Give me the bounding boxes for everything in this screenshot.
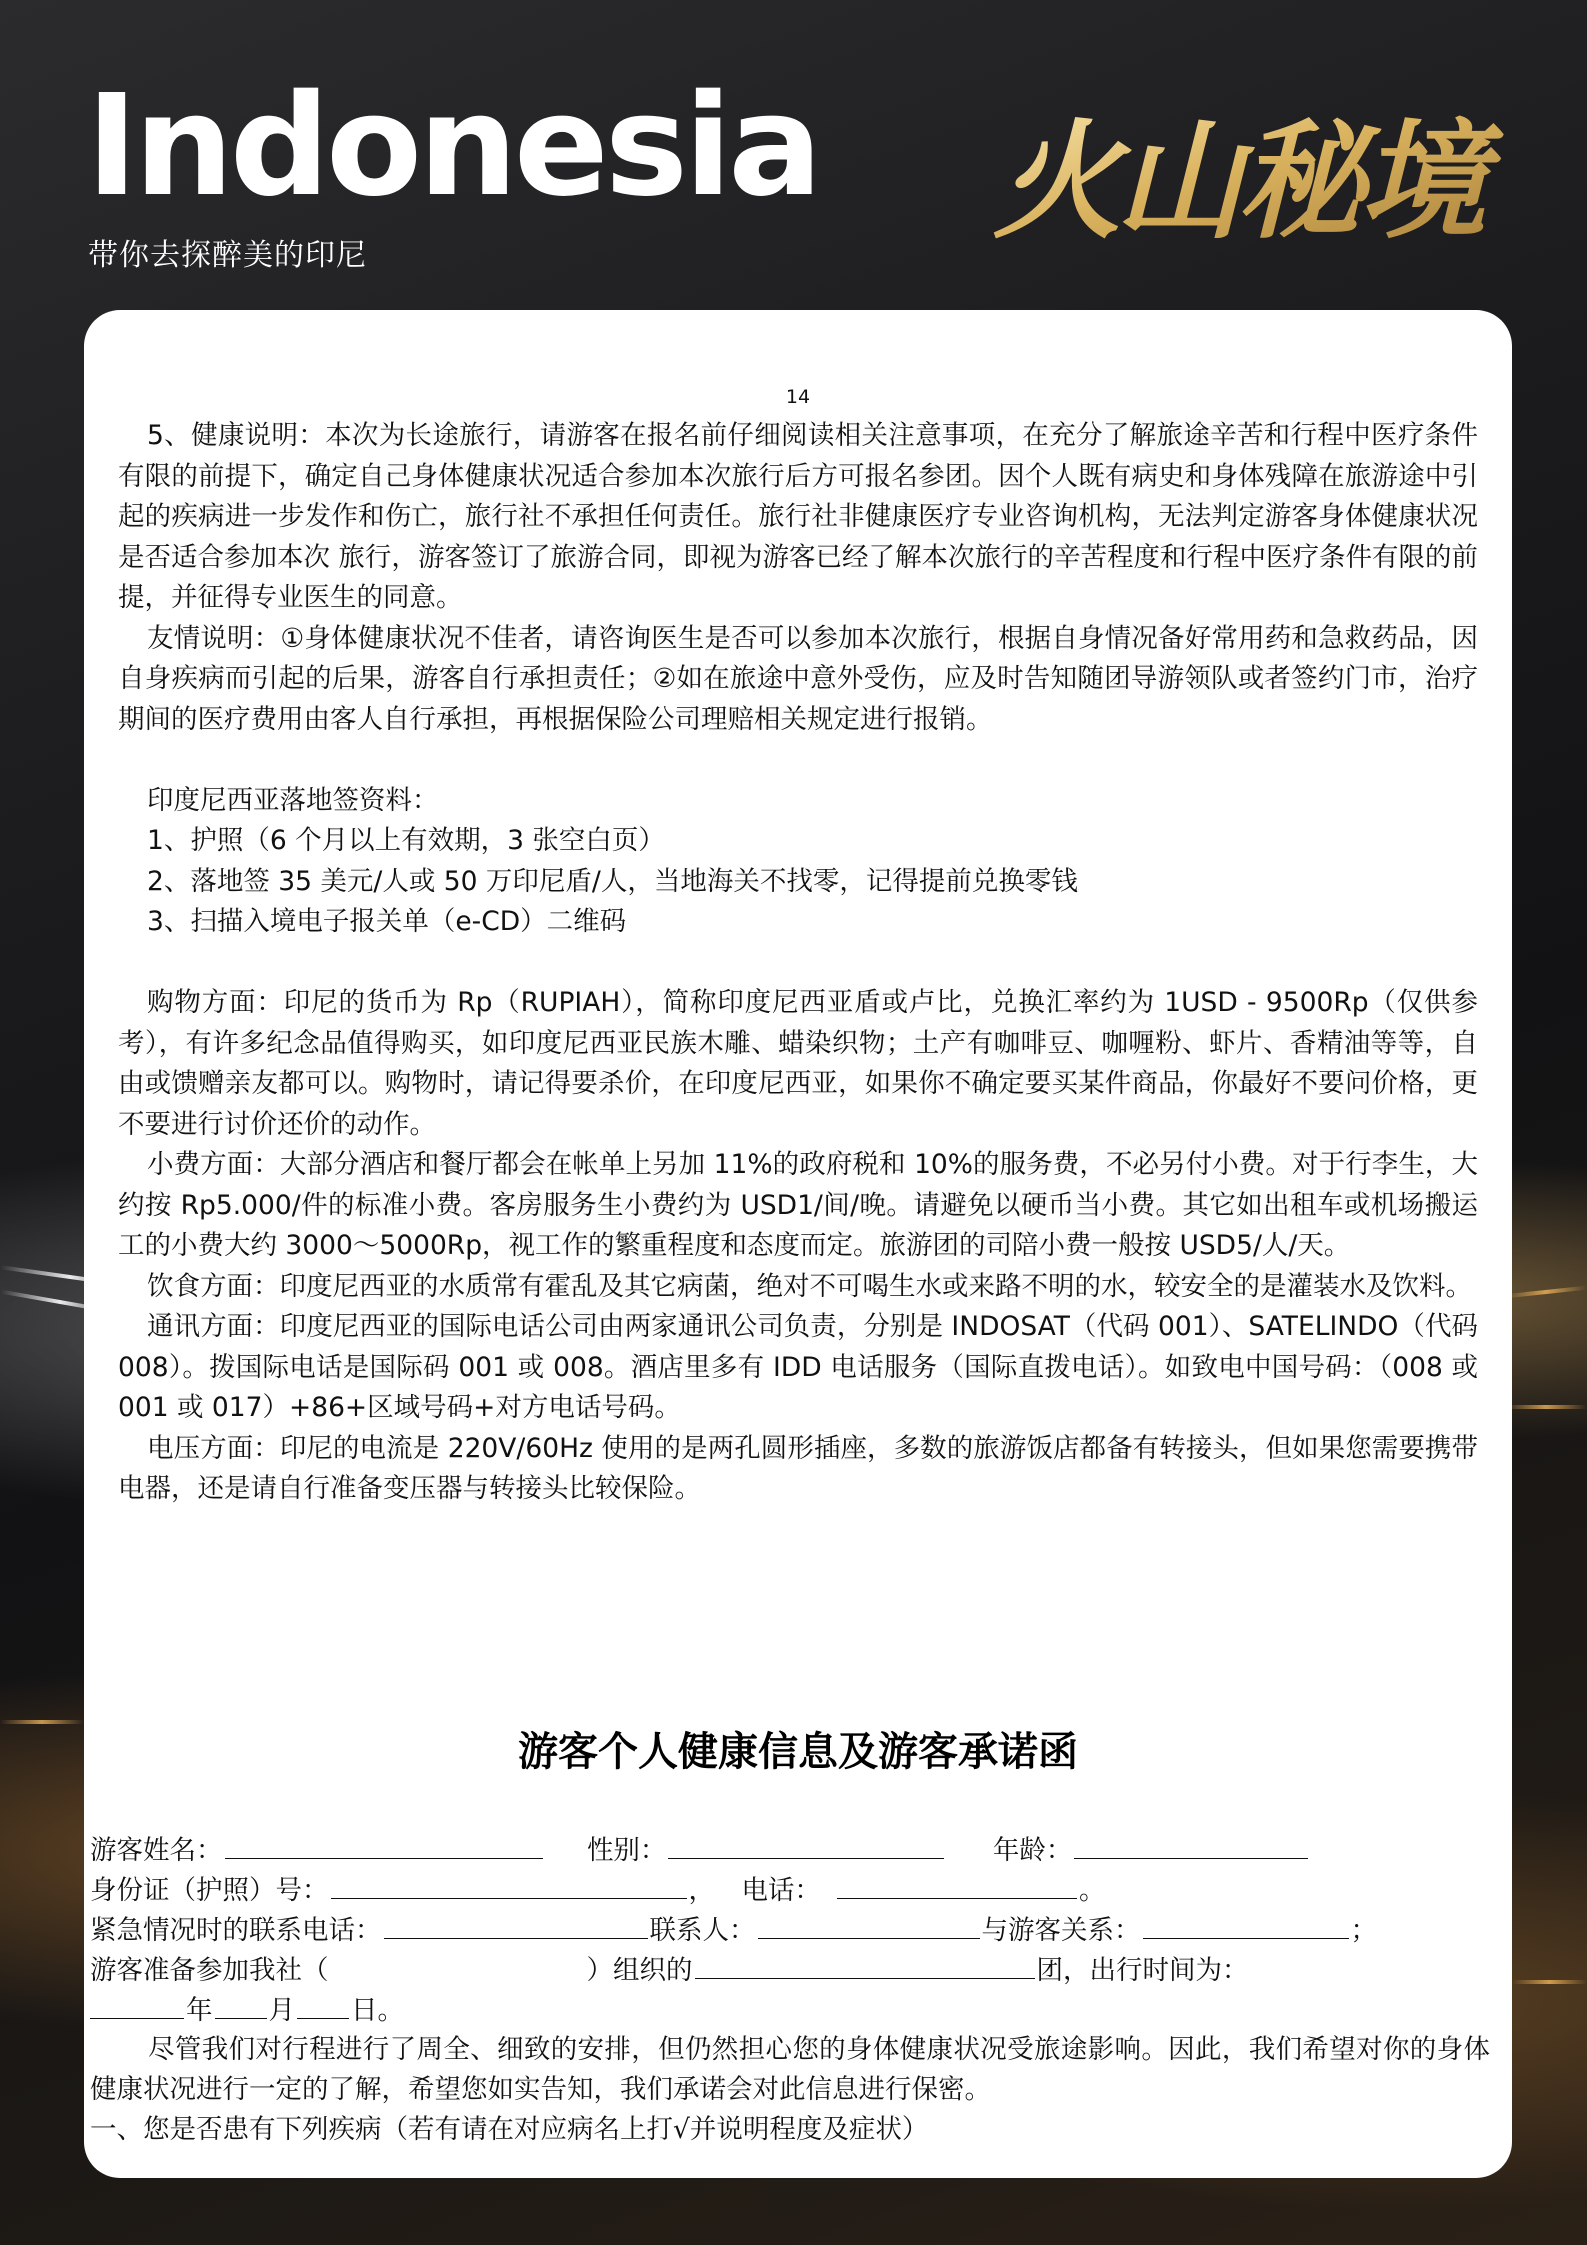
form-statement: 尽管我们对行程进行了周全、细致的安排，但仍然担心您的身体健康状况受旅途影响。因此，我们希望对你的身体健康状况进行一定的了解，希望您如实告知，我们承诺会对此信息进行保密。 xyxy=(90,2034,1490,2105)
telecom-tip: 通讯方面：印度尼西亚的国际电话公司由两家通讯公司负责，分别是 INDOSAT（代码 001）、SATELINDO（代码 008）。拨国际电话是国际码 001 或 008。酒店里多有 IDD 电话服务（国际直拨电话）。如致电中国号码：（008 或 001 或 017）+86+区域号码+对方电话号码。 xyxy=(118,1311,1478,1423)
visa-item: 3、扫描入境电子报关单（e-CD）二维码 xyxy=(147,906,627,937)
phone-label: 电话： xyxy=(741,1875,821,1906)
relation-label: 与游客关系： xyxy=(981,1915,1141,1946)
gender-label: 性别： xyxy=(586,1835,667,1866)
form-row-emergency: 紧急情况时的联系电话： 联系人： 与游客关系： ； xyxy=(90,1910,1490,1950)
emergency-phone-field[interactable] xyxy=(384,1910,648,1939)
agency-mid: ）组织的 xyxy=(586,1955,693,1986)
day-field[interactable] xyxy=(297,1990,349,2019)
emergency-phone-label: 紧急情况时的联系电话： xyxy=(90,1915,382,1946)
calligraphy-logo xyxy=(985,96,1505,266)
contact-label: 联系人： xyxy=(649,1915,756,1946)
light-streak xyxy=(1512,1980,1587,1984)
light-streak xyxy=(1505,1286,1587,1299)
content-card xyxy=(84,310,1512,2178)
visa-item: 2、落地签 35 美元/人或 50 万印尼盾/人，当地海关不找零，记得提前兑换零钱 xyxy=(147,865,1078,897)
contact-field[interactable] xyxy=(758,1910,980,1939)
age-label: 年龄： xyxy=(992,1835,1073,1866)
notes-section xyxy=(118,416,1478,1510)
brand-title: Indonesia xyxy=(86,65,819,228)
id-label: 身份证（护照）号： xyxy=(90,1875,329,1906)
age-field[interactable] xyxy=(1074,1830,1308,1859)
id-field[interactable] xyxy=(331,1870,687,1899)
friendly-note: 友情说明：①身体健康状况不佳者，请咨询医生是否可以参加本次旅行，根据自身情况备好常用药和急救药品，因自身疾病而引起的后果，游客自行承担责任；②如在旅途中意外受伤，应及时告知随团导游领队或者签约门市，治疗期间的医疗费用由客人自行承担，再根据保险公司理赔相关规定进行报销。 xyxy=(118,622,1478,735)
question-1: 一、您是否患有下列疾病（若有请在对应病名上打√并说明程度及症状） xyxy=(90,2114,929,2145)
form-row-name xyxy=(90,1830,1490,1870)
form-title: 游客个人健康信息及游客承诺函 xyxy=(518,1729,1078,1775)
month-field[interactable] xyxy=(215,1990,267,2019)
agency-prefix: 游客准备参加我社（ xyxy=(90,1955,329,1986)
light-streak xyxy=(1505,1405,1587,1409)
name-field[interactable] xyxy=(225,1830,543,1859)
visa-title: 印度尼西亚落地签资料： xyxy=(147,784,439,816)
logo-text: 火山秘境 xyxy=(993,107,1482,257)
form-row-agency xyxy=(90,1950,1490,1990)
form-row-id: 身份证（护照）号： ， 电话： 。 xyxy=(90,1870,1490,1910)
visa-item: 1、护照（6 个月以上有效期，3 张空白页） xyxy=(147,825,665,856)
agency-suffix: 团，出行时间为： xyxy=(1036,1955,1249,1986)
name-label: 游客姓名： xyxy=(90,1835,223,1866)
phone-field[interactable] xyxy=(837,1870,1077,1899)
food-tip: 饮食方面：印度尼西亚的水质常有霍乱及其它病菌，绝对不可喝生水或来路不明的水，较安全的是灌装水及饮料。 xyxy=(147,1270,1472,1302)
tipping-tip: 小费方面：大部分酒店和餐厅都会在帐单上另加 11%的政府税和 10%的服务费，不必另付小费。对于行李生，大约按 Rp5.000/件的标准小费。客房服务生小费约为 USD1/间/晚。请避免以硬币当小费。其它如出租车或机场搬运工的小费大约 3000～5000Rp，视工作的繁重程度和态度而定。旅游团的司陪小费一般按 USD5/人/天。 xyxy=(118,1149,1478,1261)
shopping-tip: 购物方面：印尼的货币为 Rp（RUPIAH），简称印度尼西亚盾或卢比，兑换汇率约为 1USD - 9500Rp（仅供参考），有许多纪念品值得购买，如印度尼西亚民族木雕、蜡染织物；土产有咖啡豆、咖喱粉、虾片、香精油等等，自由或馈赠亲友都可以。购物时，请记得要杀价，在印度尼西亚，如果你不确定要买某件商品，你最好不要问价格，更不要进行讨价还价的动作。 xyxy=(118,987,1478,1140)
year-field[interactable] xyxy=(90,1990,184,2019)
voltage-tip: 电压方面：印尼的电流是 220V/60Hz 使用的是两孔圆形插座，多数的旅游饭店都备有转接头，但如果您需要携带电器，还是请自行准备变压器与转接头比较保险。 xyxy=(118,1432,1478,1504)
form-row-date: 年 月 日。 xyxy=(90,1990,1490,2030)
brand-subtitle: 带你去探醉美的印尼 xyxy=(88,238,367,273)
tour-name-field[interactable] xyxy=(695,1950,1035,1979)
health-form xyxy=(90,1830,1490,2150)
light-streak xyxy=(0,1720,84,1724)
relation-field[interactable] xyxy=(1143,1910,1349,1939)
gender-field[interactable] xyxy=(668,1830,944,1859)
page-number: 14 xyxy=(785,386,811,408)
health-note: 5、健康说明：本次为长途旅行，请游客在报名前仔细阅读相关注意事项，在充分了解旅途辛苦和行程中医疗条件有限的前提下，确定自己身体健康状况适合参加本次旅行后方可报名参团。因个人既有病史和身体残障在旅游途中引起的疾病进一步发作和伤亡，旅行社不承担任何责任。旅行社非健康医疗专业咨询机构，无法判定游客身体健康状况是否适合参加本次 旅行，游客签订了旅游合同，即视为游客已经了解本次旅行的辛苦程度和行程中医疗条件有限的前提，并征得专业医生的同意。 xyxy=(118,420,1478,613)
